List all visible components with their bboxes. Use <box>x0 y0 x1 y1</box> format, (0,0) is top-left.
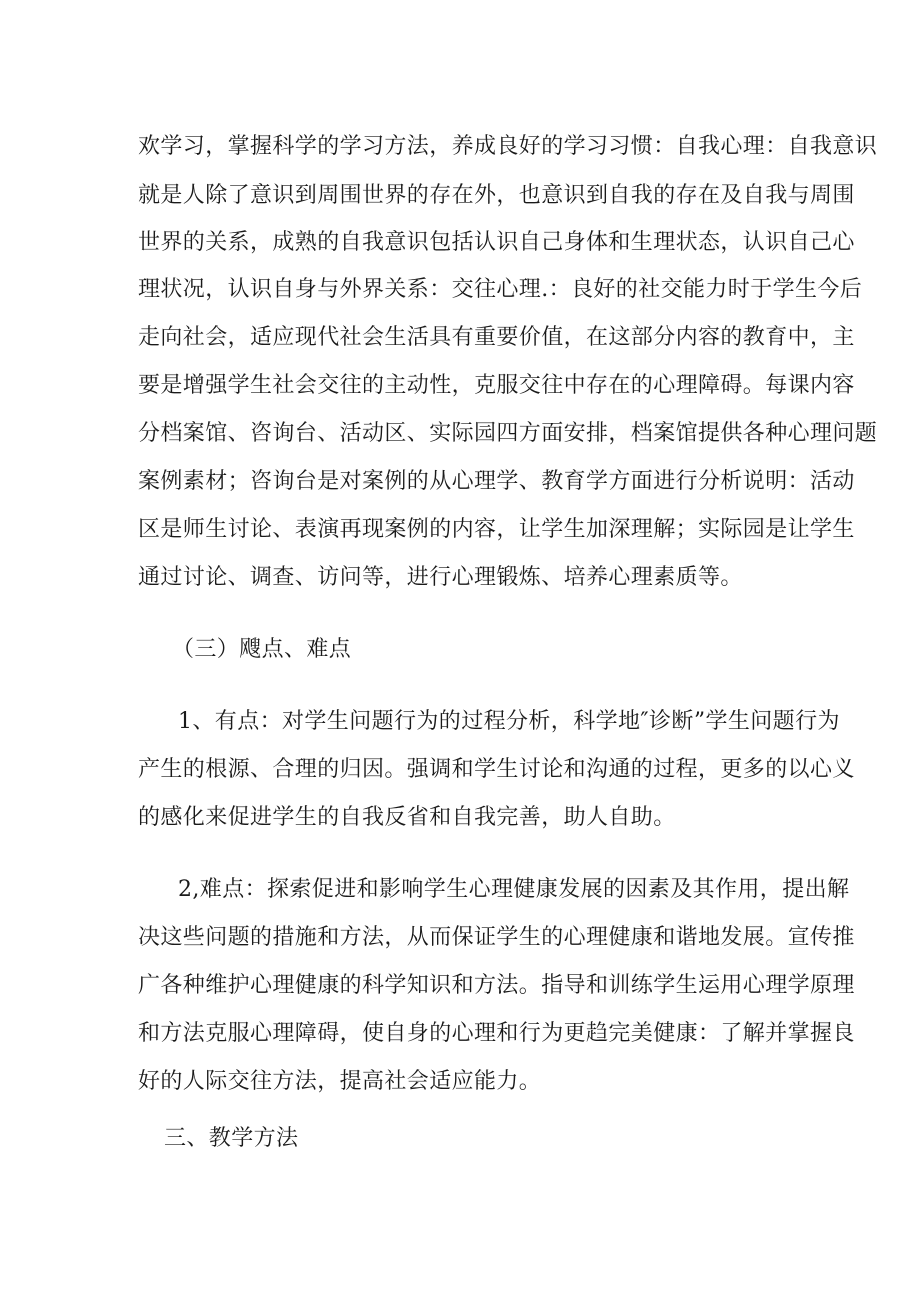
paragraph-self-psychology-line: 要是增强学生社会交往的主动性，克服交往中存在的心理障碍。每课内容 <box>138 373 855 398</box>
paragraph-key-point-line: 的感化来促进学生的自我反省和自我完善，助人自助。 <box>138 805 676 830</box>
paragraph-self-psychology-line: 世界的关系，成熟的自我意识包括认识自己身体和生理状态，认识自己心 <box>138 230 855 255</box>
paragraph-key-point-line: 1、有点：对学生问题行为的过程分析，科学地″诊断”学生问题行为 <box>178 709 840 734</box>
paragraph-self-psychology-line: 案例素材；咨询台是对案例的从心理学、教育学方面进行分析说明：活动 <box>138 469 855 494</box>
paragraph-self-psychology-line: 分档案馆、咨询台、活动区、实际园四方面安排，档案馆提供各种心理问题 <box>138 421 878 446</box>
paragraph-difficulty-line: 2,难点：探索促进和影响学生心理健康发展的因素及其作用，提出解 <box>178 877 850 902</box>
paragraph-difficulty-line: 和方法克服心理障碍，使自身的心理和行为更趋完美健康：了解并掌握良 <box>138 1021 855 1046</box>
paragraph-self-psychology-line: 就是人除了意识到周围世界的存在外，也意识到自我的存在及自我与周围 <box>138 183 855 208</box>
section-heading-teaching-method: 三、教学方法 <box>164 1126 299 1151</box>
paragraph-self-psychology-line: 区是师生讨论、表演再现案例的内容，让学生加深理解；实际园是让学生 <box>138 517 855 542</box>
paragraph-difficulty-line: 广各种维护心理健康的科学知识和方法。指导和训练学生运用心理学原理 <box>138 973 855 998</box>
paragraph-self-psychology-line: 通过讨论、调查、访问等，进行心理锻炼、培养心理素质等。 <box>138 565 743 590</box>
paragraph-self-psychology-line: 理状况，认识自身与外界关系：交往心理.：良好的社交能力时于学生今后 <box>138 277 863 302</box>
paragraph-self-psychology-line: 走向社会，适应现代社会生活具有重要价值，在这部分内容的教育中，主 <box>138 325 855 350</box>
section-heading-key-difficult-points: （三）飕点、难点 <box>172 637 352 662</box>
paragraph-self-psychology-line: 欢学习，掌握科学的学习方法，养成良好的学习习惯：自我心理：自我意识 <box>138 134 878 159</box>
paragraph-key-point-line: 产生的根源、合理的归因。强调和学生讨论和沟通的过程，更多的以心义 <box>138 757 855 782</box>
paragraph-difficulty-line: 好的人际交往方法，提高社会适应能力。 <box>138 1069 542 1094</box>
paragraph-difficulty-line: 决这些问题的措施和方法，从而保证学生的心理健康和谐地发展。宣传推 <box>138 925 855 950</box>
